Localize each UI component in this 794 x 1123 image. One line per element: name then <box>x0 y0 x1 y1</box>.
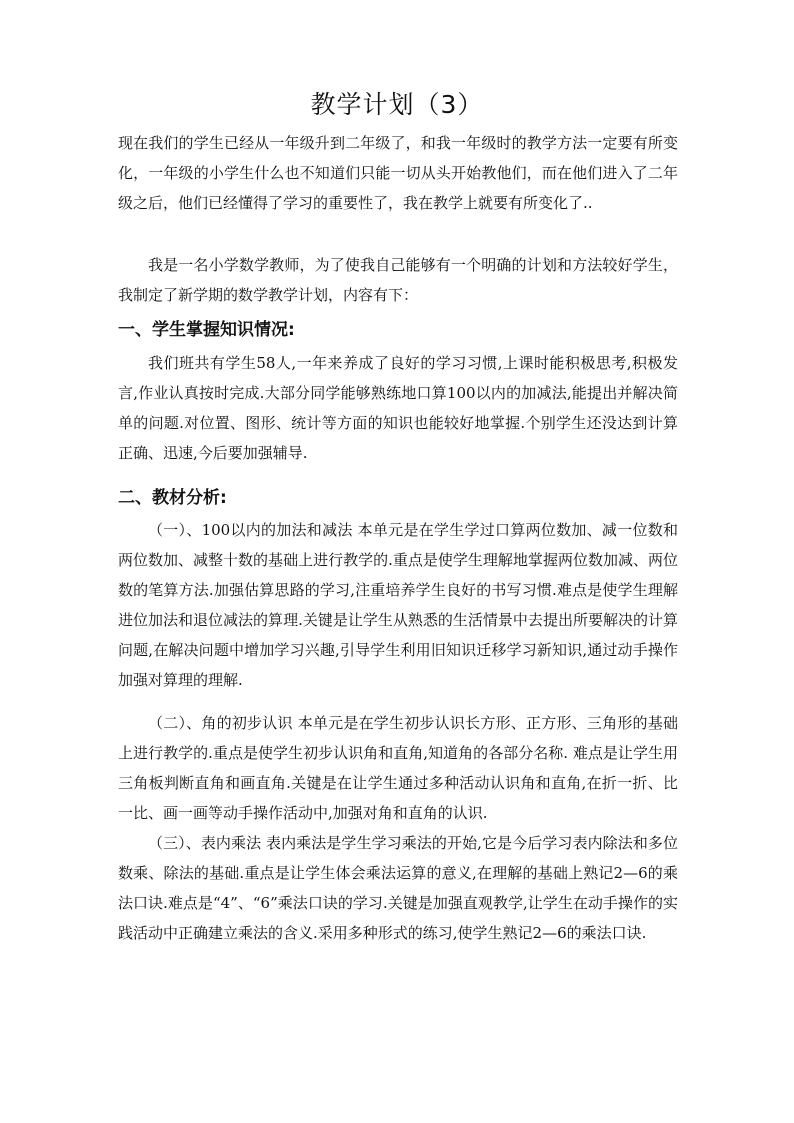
intro-paragraph: 现在我们的学生已经从一年级升到二年级了，和我一年级时的教学方法一定要有所变化，一年级的小学生什么也不知道们只能一切从头开始教他们，而在他们进入了二年级之后，他们已经懂得了学习的重要性了，我在教学上就要有所变化了.. <box>118 134 678 212</box>
student-knowledge-paragraph: 我们班共有学生58人,一年来养成了良好的学习习惯,上课时能积极思考,积极发言,作业认真按时完成.大部分同学能够熟练地口算100以内的加减法,能提出并解决简单的问题.对位置、图形、统计等方面的知识也能较好地掌握.个别学生还没达到计算正确、迅速,今后要加强辅导. <box>118 354 678 462</box>
textbook-unit-1-paragraph: （一）、100以内的加法和减法 本单元是在学生学过口算两位数加、减一位数和两位数加、减整十数的基础上进行教学的.重点是使学生理解地掌握两位数加减、两位数的笔算方法.加强估算思路的学习,注重培养学生良好的书写习惯.难点是使学生理解进位加法和退位减法的算理.关键是让学生从熟悉的生活情景中去提出所要解决的计算问题,在解决问题中增加学习兴趣,引导学生利用旧知识迁移学习新知识,通过动手操作加强对算理的理解. <box>118 521 678 689</box>
section-heading-textbook-analysis: 二、教材分析: <box>118 488 227 508</box>
intro-paragraph-2: 我是一名小学数学教师，为了使我自己能够有一个明确的计划和方法较好学生，我制定了新学期的数学教学计划，内容有下： <box>118 256 678 304</box>
textbook-unit-3-paragraph: （三）、表内乘法 表内乘法是学生学习乘法的开始,它是今后学习表内除法和多位数乘、除法的基础.重点是让学生体会乘法运算的意义,在理解的基础上熟记2—6的乘法口诀.难点是“4”、“6”乘法口诀的学习.关键是加强直观教学,让学生在动手操作的实践活动中正确建立乘法的含义.采用多种形式的练习,使学生熟记2—6的乘法口诀. <box>118 834 678 942</box>
document-title: 教学计划（3） <box>310 90 484 119</box>
textbook-unit-2-paragraph: （二）、角的初步认识 本单元是在学生初步认识长方形、正方形、三角形的基础上进行教学的.重点是使学生初步认识角和直角,知道角的各部分名称. 难点是让学生用三角板判断直角和画直角.关键是在让学生通过多种活动认识角和直角,在折一折、比一比、画一画等动手操作活动中,加强对角和直角的认识. <box>118 714 678 822</box>
section-heading-student-knowledge: 一、学生掌握知识情况: <box>118 320 295 340</box>
